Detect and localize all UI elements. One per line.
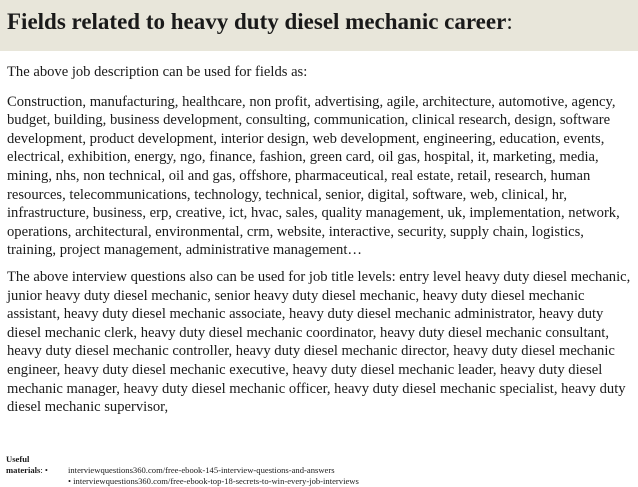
job-levels-paragraph: The above interview questions also can be used for job title levels: entry level heavy duty diesel mechanic, junior heavy duty diesel mechanic, senior heavy duty diesel mechanic, heavy duty diesel mechanic assistant, heavy duty diesel mechanic associate, heavy duty diesel mechanic administrator, heavy duty diesel mechanic clerk, heavy duty diesel mechanic coordinator, heavy duty diesel mechanic consultant, heavy duty diesel mechanic controller, heavy duty diesel mechanic director, heavy duty diesel mechanic engineer, heavy duty diesel mechanic executive, heavy duty diesel mechanic leader, heavy duty diesel mechanic manager, heavy duty diesel mechanic officer, heavy duty diesel mechanic specialist, heavy duty diesel mechanic supervisor, xyxy=(7,268,631,416)
slide-title xyxy=(7,9,513,34)
footer-link-1[interactable]: interviewquestions360.com/free-ebook-145-interview-questions-and-answers xyxy=(68,465,335,475)
footer-label xyxy=(6,454,68,476)
slide-title-text: Fields related to heavy duty diesel mechanic career xyxy=(7,9,507,34)
intro-text: The above job description can be used for fields as: xyxy=(7,64,308,80)
footer xyxy=(0,451,638,486)
footer-bullet-2: • xyxy=(68,476,74,486)
slide-body xyxy=(7,63,633,425)
footer-row-2 xyxy=(6,476,638,487)
slide-title-colon: : xyxy=(506,9,513,34)
footer-label-text: Useful materials xyxy=(6,454,41,475)
footer-link-2[interactable]: interviewquestions360.com/free-ebook-top-18-secrets-to-win-every-job-interviews xyxy=(73,476,359,486)
footer-label-suffix: : • xyxy=(40,465,48,475)
fields-paragraph: Construction, manufacturing, healthcare, non profit, advertising, agile, architecture, automotive, agency, budget, building, business development, consulting, communication, clinical research, design, software development, product development, interior design, web development, engineering, education, events, electrical, exhibition, energy, ngo, finance, fashion, green card, oil gas, hospital, it, marketing, media, mining, nhs, non technical, oil and gas, offshore, pharmaceutical, real estate, retail, research, human resources, telecommunications, technology, technical, senior, digital, software, web, clinical, hr, infrastructure, business, erp, creative, ict, hvac, sales, quality management, uk, implementation, network, operations, architectural, environmental, crm, website, interactive, security, supply chain, logistics, training, project management, administrative management… xyxy=(7,93,620,259)
title-bar xyxy=(0,0,638,51)
footer-row-1 xyxy=(6,454,638,476)
